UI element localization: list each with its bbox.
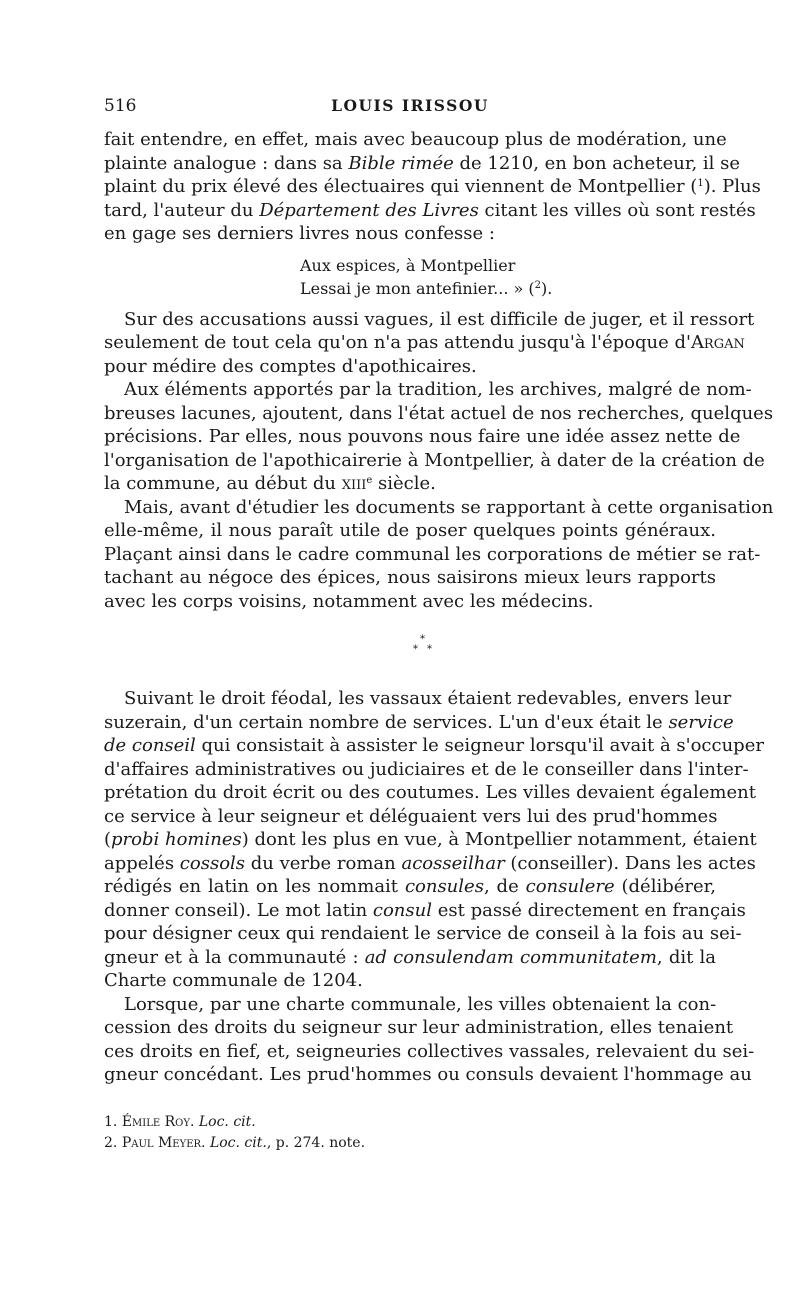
asterism-star: *	[413, 644, 418, 655]
text-line: Aux éléments apportés par la tradition, les archives, malgré de nom-	[124, 379, 752, 400]
text-line: seulement de tout cela qu'on n'a pas attendu jusqu'à l'époque d'Argan	[104, 332, 745, 353]
text-line: plainte analogue : dans sa Bible rimée de 1210, en bon acheteur, il se	[104, 152, 741, 174]
text-line: Mais, avant d'étudier les documents se rapportant à cette organisation	[124, 496, 774, 518]
text-line: précisions. Par elles, nous pouvons nous faire une idée assez nette de	[104, 426, 741, 447]
text-line: (probi homines) dont les plus en vue, à Montpellier notamment, étaient	[104, 829, 757, 850]
text-line: de conseil qui consistait à assister le seigneur lorsqu'il avait à s'occuper	[104, 735, 764, 756]
text-line: tachant au négoce des épices, nous saisirons mieux leurs rapports	[104, 567, 716, 588]
text-line: l'organisation de l'apothicairerie à Montpellier, à dater de la création de	[104, 449, 765, 471]
verse-line: Lessai je mon antefinier... » ($^2$).	[300, 278, 553, 298]
text-line: elle-même, il nous paraît utile de poser quelques points généraux.	[104, 520, 716, 541]
body-text	[104, 128, 774, 1087]
text-line: tard, l'auteur du Département des Livres citant les villes où sont restés	[104, 199, 756, 221]
text-line: Charte communale de 1204.	[104, 970, 363, 991]
text-line: Suivant le droit féodal, les vassaux étaient redevables, envers leur	[124, 688, 732, 709]
text-line: Plaçant ainsi dans le cadre communal les corporations de métier se rat-	[104, 543, 761, 565]
running-title: LOUIS IRISSOU	[331, 96, 489, 115]
text-line: la commune, au début du xiii$^e$ siècle.	[104, 473, 436, 494]
text-line: avec les corps voisins, notamment avec les médecins.	[104, 590, 594, 612]
text-line: pour médire des comptes d'apothicaires.	[104, 355, 477, 377]
text-line: prétation du droit écrit ou des coutumes. Les villes devaient également	[104, 782, 756, 803]
asterism	[104, 613, 716, 671]
page-number: 516	[104, 96, 137, 116]
footnotes	[104, 1112, 716, 1154]
text-line: appelés cossols du verbe roman acosseilhar (conseiller). Dans les actes	[104, 852, 756, 874]
asterism-star: *	[427, 644, 432, 655]
text-line: suzerain, d'un certain nombre de services. L'un d'eux était le service	[104, 711, 734, 733]
text-line: gneur concédant. Les prud'hommes ou consuls devaient l'hommage au	[104, 1064, 752, 1085]
text-line: fait entendre, en effet, mais avec beaucoup plus de modération, une	[104, 129, 727, 150]
text-line: Sur des accusations aussi vagues, il est difficile de juger, et il ressort	[124, 308, 755, 330]
text-line: plaint du prix élevé des électuaires qui viennent de Montpellier ($^1$). Plus	[104, 176, 761, 197]
footnote-ref: 1	[697, 178, 704, 189]
text-line: ces droits en fief, et, seigneuries collectives vassales, relevaient du sei-	[104, 1040, 755, 1062]
footnote: 1. Émile Roy. Loc. cit.	[104, 1114, 256, 1130]
text-line: ce service à leur seigneur et déléguaient vers lui des prud'hommes	[104, 805, 718, 827]
text-line: en gage ses derniers livres nous confesse :	[104, 223, 495, 244]
text-line: breuses lacunes, ajoutent, dans l'état actuel de nos recherches, quelques	[104, 402, 774, 424]
text-line: donner conseil). Le mot latin consul est passé directement en français	[104, 899, 746, 921]
footnote: 2. Paul Meyer. Loc. cit., p. 274. note.	[104, 1135, 366, 1151]
text-line: cession des droits du seigneur sur leur administration, elles tenaient	[104, 1017, 734, 1038]
text-line: Lorsque, par une charte communale, les villes obtenaient la con-	[124, 993, 717, 1015]
footnote-ref: 2	[534, 279, 541, 291]
text-line: gneur et à la communauté : ad consulendam communitatem, dit la	[104, 946, 717, 968]
running-head	[104, 96, 716, 122]
text-line: pour désigner ceux qui rendaient le service de conseil à la fois au sei-	[104, 923, 742, 944]
asterism-star: *	[420, 634, 425, 645]
verse-line: Aux espices, à Montpellier	[300, 255, 516, 275]
text-line: d'affaires administratives ou judiciaires et de le conseiller dans l'inter-	[104, 758, 749, 780]
text-line: rédigés en latin on les nommait consules, de consulere (délibérer,	[104, 876, 716, 897]
